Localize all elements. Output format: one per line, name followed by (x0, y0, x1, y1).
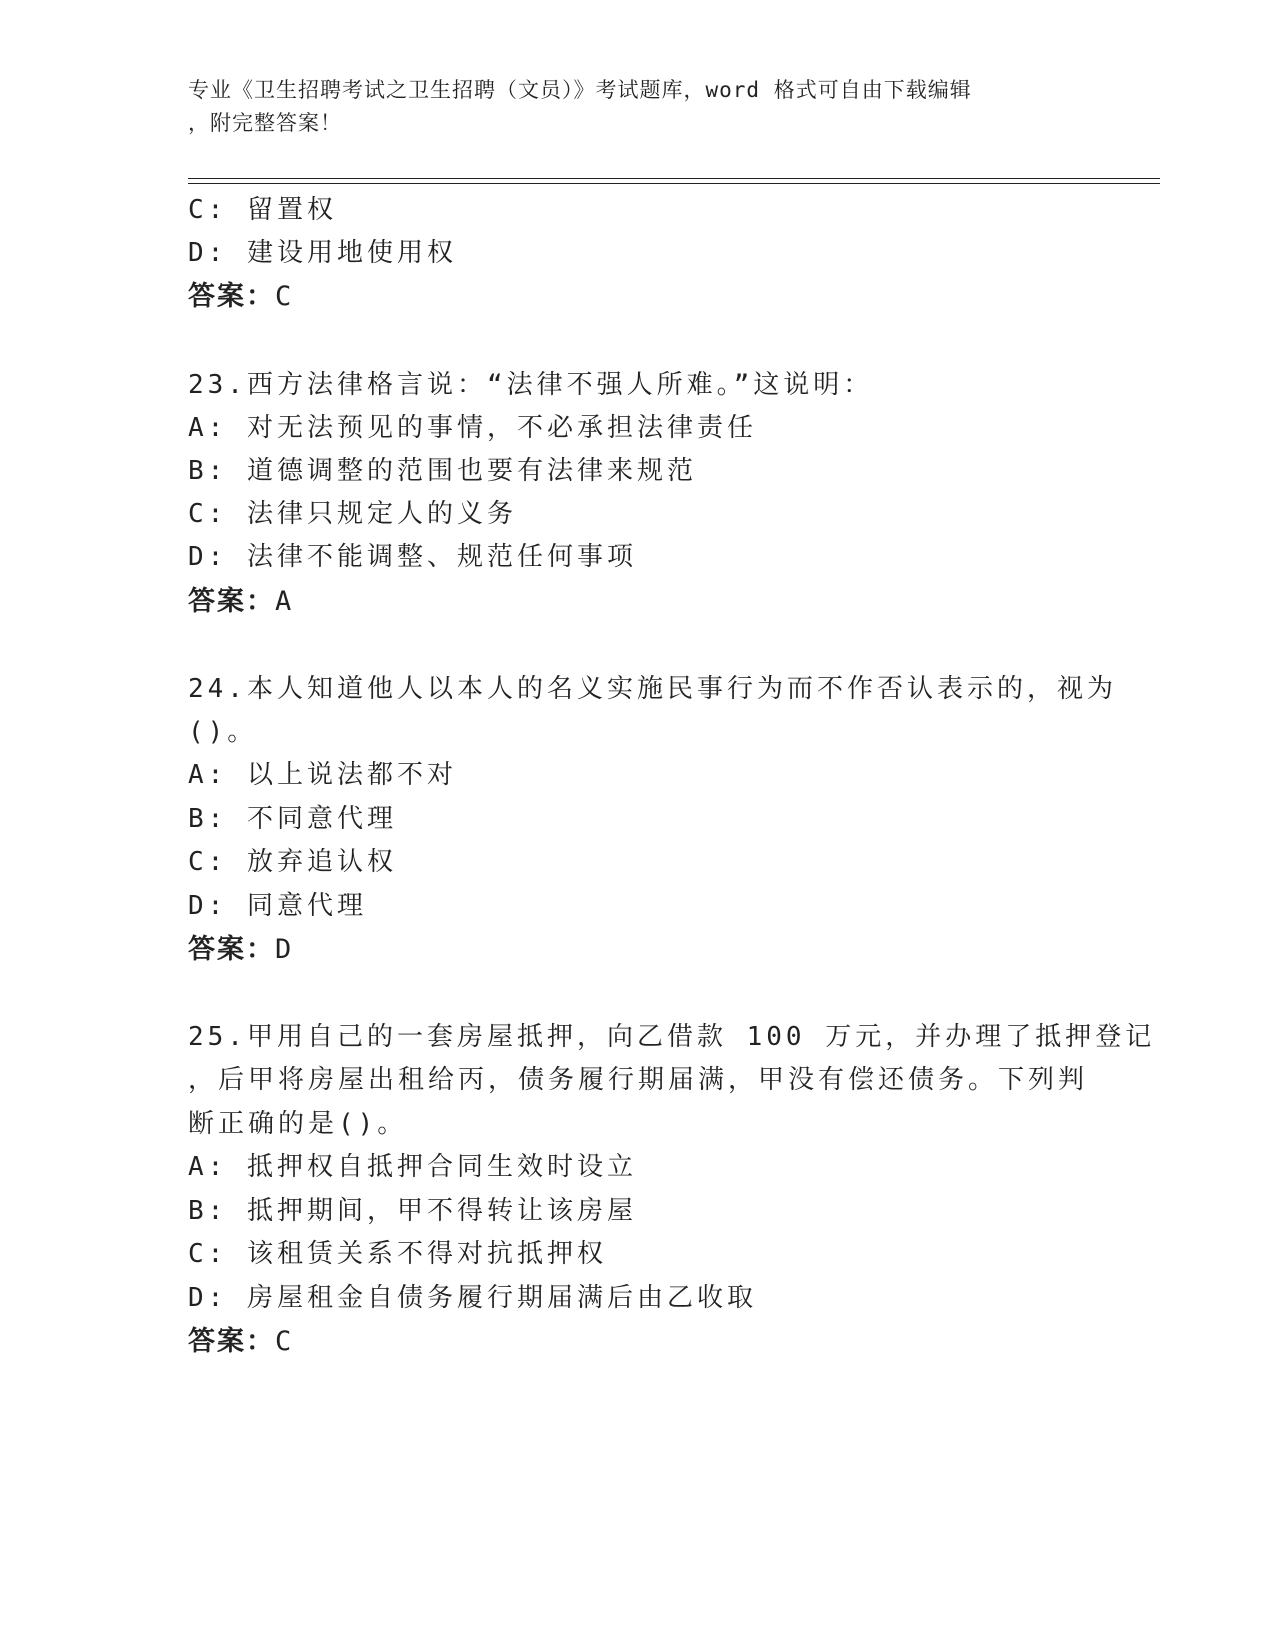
prev-option-c: C: 留置权 (188, 195, 337, 225)
q25-stem-line-3: 断正确的是()。 (188, 1109, 408, 1139)
q23-option-a: A: 对无法预见的事情，不必承担法律责任 (188, 413, 757, 443)
header-line-2: ，附完整答案！ (188, 111, 342, 135)
q24-stem-line-1: 24.本人知道他人以本人的名义实施民事行为而不作否认表示的，视为 (188, 674, 1117, 704)
q25-option-a: A: 抵押权自抵押合同生效时设立 (188, 1152, 637, 1182)
answer-label: 答案： (188, 586, 275, 617)
q23-stem: 23.西方法律格言说：“法律不强人所难。”这说明： (188, 370, 874, 400)
document-header (188, 74, 1088, 140)
q24-answer (188, 933, 293, 967)
answer-value: A (275, 586, 294, 617)
q25-option-c: C: 该租赁关系不得对抗抵押权 (188, 1239, 607, 1269)
q25-stem-line-1: 25.甲用自己的一套房屋抵押，向乙借款 100 万元，并办理了抵押登记 (188, 1022, 1156, 1052)
q24-option-a: A: 以上说法都不对 (188, 760, 457, 790)
header-divider-top (188, 178, 1160, 179)
q24-stem-line-2: ()。 (188, 717, 258, 747)
q23-option-c: C: 法律只规定人的义务 (188, 499, 517, 529)
prev-answer (188, 280, 293, 314)
answer-value: C (275, 281, 294, 312)
q25-option-b: B: 抵押期间，甲不得转让该房屋 (188, 1196, 637, 1226)
q24-option-c: C: 放弃追认权 (188, 847, 397, 877)
answer-label: 答案： (188, 281, 275, 312)
q23-option-d: D: 法律不能调整、规范任何事项 (188, 542, 637, 572)
answer-value: C (275, 1326, 294, 1357)
q24-option-d: D: 同意代理 (188, 891, 367, 921)
answer-value: D (275, 934, 294, 965)
q23-answer (188, 585, 293, 619)
q23-option-b: B: 道德调整的范围也要有法律来规范 (188, 456, 697, 486)
header-line-1: 专业《卫生招聘考试之卫生招聘（文员）》考试题库，word 格式可自由下载编辑 (188, 78, 972, 102)
q25-option-d: D: 房屋租金自债务履行期届满后由乙收取 (188, 1283, 757, 1313)
q25-stem-line-2: ，后甲将房屋出租给丙，债务履行期届满，甲没有偿还债务。下列判 (188, 1065, 1089, 1095)
header-divider-bottom (188, 183, 1160, 184)
q25-answer (188, 1325, 293, 1359)
q24-option-b: B: 不同意代理 (188, 804, 397, 834)
answer-label: 答案： (188, 1326, 275, 1357)
answer-label: 答案： (188, 934, 275, 965)
prev-option-d: D: 建设用地使用权 (188, 238, 457, 268)
